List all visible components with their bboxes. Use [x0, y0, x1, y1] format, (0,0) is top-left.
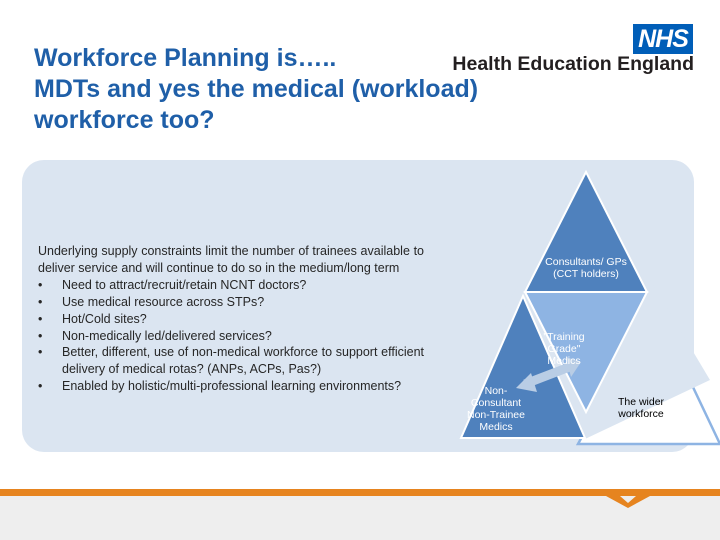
title-line: workforce too? [34, 106, 215, 134]
list-item-text: Hot/Cold sites? [62, 311, 147, 326]
title-line: Workforce Planning is….. [34, 44, 337, 72]
bullet-icon: • [38, 328, 43, 343]
footer-accent-bar [0, 489, 720, 496]
org-name: Health Education England [452, 53, 694, 75]
training-grade-label: "Training Grade" Medics [543, 331, 585, 367]
bullet-icon: • [38, 311, 43, 326]
non-consultant-label: Non-Consultant Non-Trainee Medics [467, 385, 525, 433]
list-item-text: Better, different, use of non-medical workforce to support efficient delivery of medical rotas? (ANPs, ACPs, Pas?) [62, 345, 424, 377]
bullet-icon: • [38, 345, 43, 360]
bullet-icon: • [38, 379, 43, 394]
footer [0, 496, 720, 540]
intro-text: Underlying supply constraints limit the number of trainees available to deliver service and will continue to do so in the medium/long term [38, 244, 424, 275]
wider-workforce-label: The wider workforce [617, 396, 665, 420]
bullet-icon: • [38, 277, 43, 292]
list-item-text: Need to attract/recruit/retain NCNT doctors? [62, 277, 307, 292]
nhs-logo: NHS [633, 24, 693, 54]
list-item-text: Non-medically led/delivered services? [62, 328, 272, 343]
list-item-text: Enabled by holistic/multi-professional learning environments? [62, 379, 402, 394]
list-item-text: Use medical resource across STPs? [62, 294, 265, 309]
title-line: MDTs and yes the medical (workload) [34, 75, 479, 103]
bullet-icon: • [38, 294, 43, 309]
consultants-label: Consultants/ GPs (CCT holders) [545, 256, 627, 280]
